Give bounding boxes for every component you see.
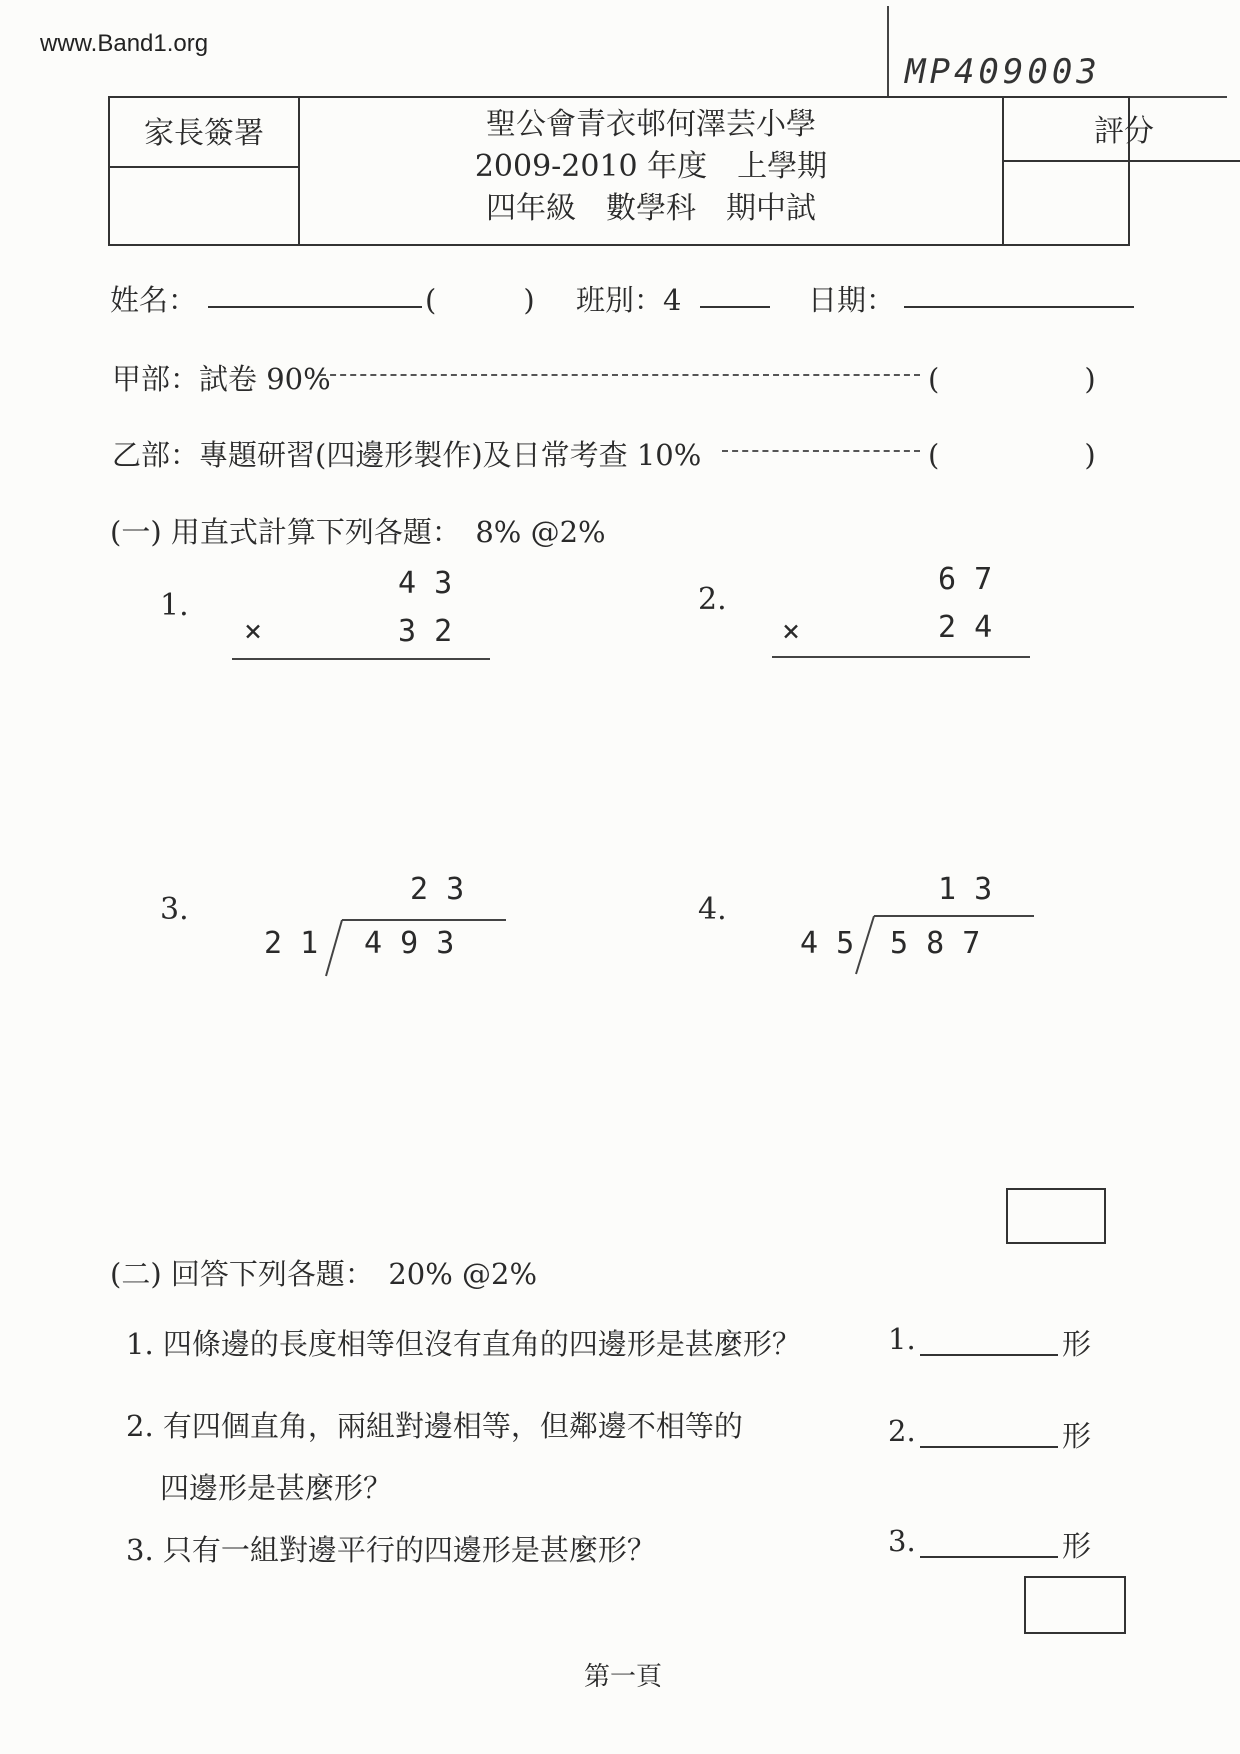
s2-q2-suffix: 形 [1062,1419,1092,1453]
watermark-url: www.Band1.org [40,30,209,57]
school-name: 聖公會青衣邨何澤芸小學 [486,107,816,142]
s2-q3-text: 3. 只有一組對邊平行的四邊形是甚麼形？ [126,1533,656,1567]
name-field[interactable] [208,278,422,308]
part-b-leader [722,450,920,452]
q3-quotient: 2 3 [410,872,465,907]
class-field[interactable] [700,278,770,308]
q1-multiplicand: 4 3 [398,566,453,601]
exam-name: 四年級 數學科 期中試 [486,191,816,226]
score-divider [1004,160,1240,162]
s2-q3-suffix: 形 [1062,1529,1092,1563]
s2-q1-suffix: 形 [1062,1327,1092,1361]
class-number-parens: ( ) [425,283,535,317]
s2-q1-answer-number: 1. [888,1322,916,1356]
header-table [108,96,1154,246]
q3-number: 3. [160,892,189,927]
q2-multiplier: 2 4 [938,610,993,645]
q3-divisor: 2 1 [264,926,319,961]
q4-quotient: 1 3 [938,872,993,907]
part-a-score: ( ) [928,362,1096,396]
s2-q2-answer-field[interactable] [920,1418,1058,1448]
year-term: 2009-2010 年度 上學期 [474,149,828,184]
parent-signature-cell [110,98,300,244]
s2-q3-answer-field[interactable] [920,1528,1058,1558]
date-field[interactable] [904,278,1134,308]
score-cell [1002,98,1154,244]
s2-q2-answer-number: 2. [888,1414,916,1448]
section2-score-box[interactable] [1024,1576,1126,1634]
top-divider-vertical [887,6,889,98]
part-b-score: ( ) [928,438,1096,472]
s2-q1-answer-field[interactable] [920,1326,1058,1356]
part-a-label: 甲部：試卷 90% [112,362,331,396]
q2-number: 2. [698,582,727,617]
class-label: 班別：4 [576,283,682,317]
name-label: 姓名： [110,283,198,317]
section1-score-box[interactable] [1006,1188,1106,1244]
signature-divider [110,166,298,168]
q2-multiplicand: 6 7 [938,562,993,597]
section2-title: (二) 回答下列各題： 20% @2% [110,1257,538,1291]
document-code: MP409003 [905,52,1101,92]
q1-number: 1. [160,588,189,623]
q4-number: 4. [698,892,727,927]
s2-q3-answer-number: 3. [888,1524,916,1558]
q3-dividend: 4 9 3 [364,926,455,961]
q4-dividend: 5 8 7 [890,926,981,961]
s2-q1-text: 1. 四條邊的長度相等但沒有直角的四邊形是甚麼形？ [126,1327,801,1361]
q1-multiplier: 3 2 [398,614,453,649]
score-label: 評分 [1094,114,1154,149]
q1-answer-line [232,658,490,660]
part-a-leader [320,374,920,376]
q1-multiply-sign: × [244,614,263,649]
s2-q2-text-line2: 四邊形是甚麼形？ [160,1471,393,1505]
q2-multiply-sign: × [782,614,801,649]
parent-signature-label: 家長簽署 [144,116,264,151]
s2-q2-text-line1: 2. 有四個直角，兩組對邊相等，但鄰邊不相等的 [126,1409,743,1443]
q2-answer-line [772,656,1030,658]
q4-divisor: 4 5 [800,926,855,961]
part-b-label: 乙部：專題研習(四邊形製作)及日常考查 10% [112,438,702,472]
page-number: 第一頁 [584,1662,663,1692]
section1-title: (一) 用直式計算下列各題： 8% @2% [110,515,606,549]
exam-title-cell [300,98,1002,244]
date-label: 日期： [808,283,896,317]
